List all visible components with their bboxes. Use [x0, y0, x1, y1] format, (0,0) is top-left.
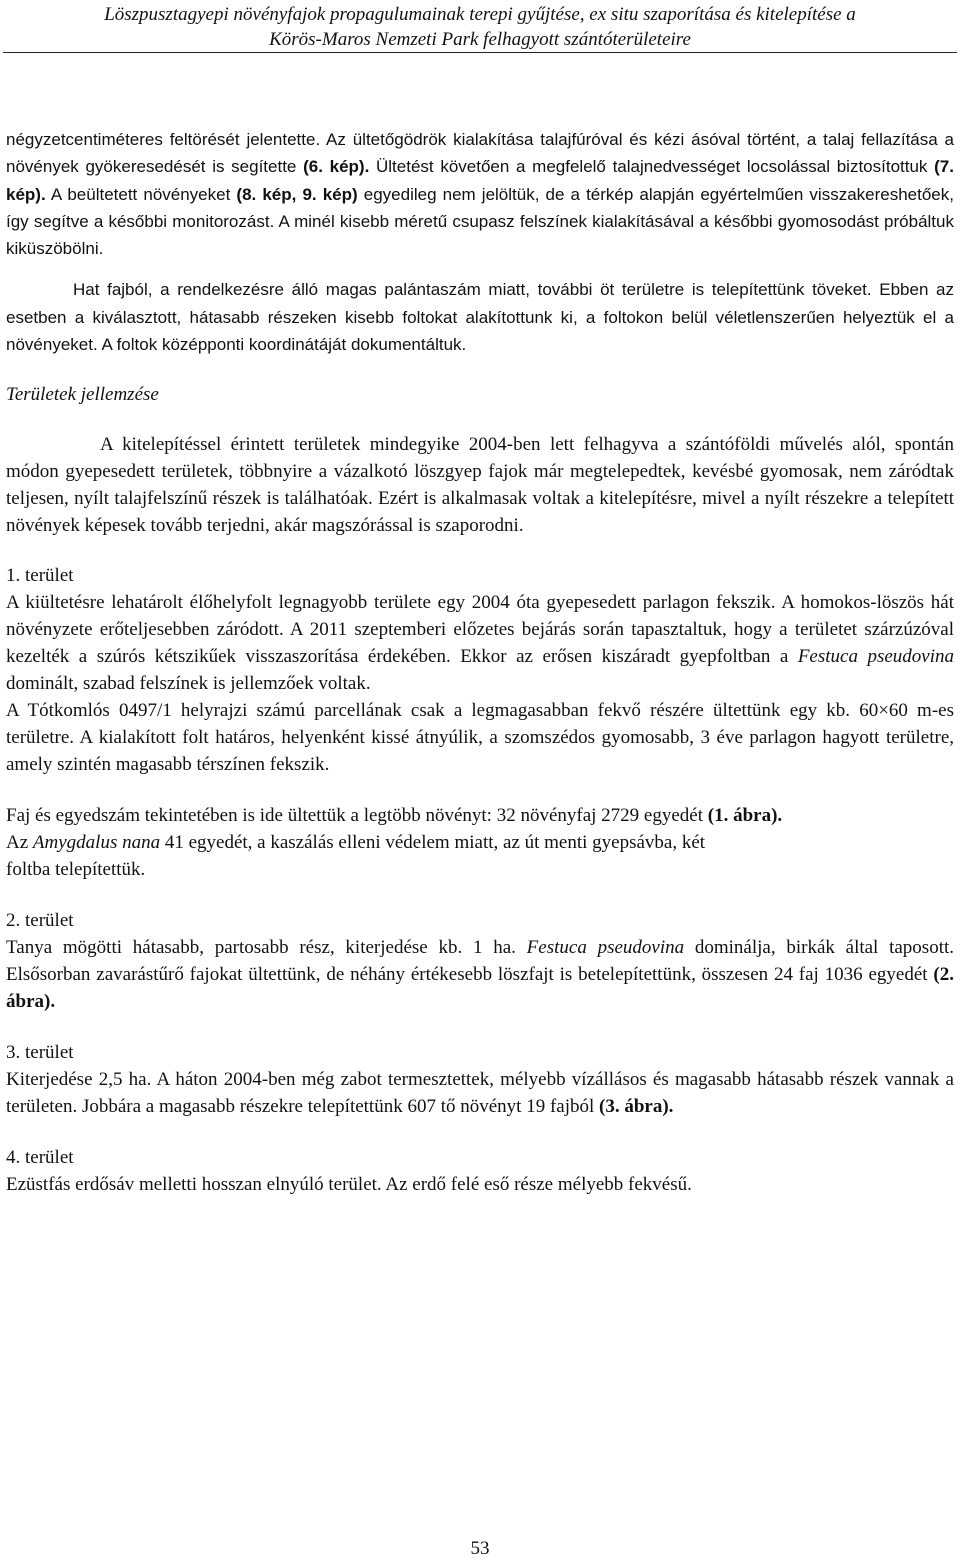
paragraph-additional-sites: Hat fajból, a rendelkezésre álló magas palántaszám miatt, további öt területre is telepítettünk töveket. Ebben az esetben a kiválasztott, hátasabb részeken kisebb foltokat alakítottunk ki, a foltokon belül véletlenszerűen helyeztük el a növényeket. A foltok középponti koordinátáját dokumentáltuk. [6, 280, 954, 355]
header-divider [3, 52, 957, 53]
paragraph-planting-method [6, 126, 954, 262]
running-header-line-2: Körös-Maros Nemzeti Park felhagyott szántóterületeire [269, 29, 691, 50]
paragraph-text: A beültetett növényeket [45, 184, 237, 204]
page-number: 53 [470, 1538, 490, 1559]
page-body [6, 126, 954, 1198]
figure-reference: (2. ábra). [6, 964, 954, 1013]
figure-reference: (1. ábra). [707, 805, 783, 827]
area-1-paragraph-1 [6, 589, 954, 697]
area-4-paragraph: Ezüstfás erdősáv melletti hosszan elnyúló terület. Az erdő felé eső része mélyebb fekvésű. [6, 1174, 692, 1196]
paragraph-text: Tanya mögötti hátasabb, partosabb rész, kiterjedése kb. 1 ha. [6, 937, 527, 959]
figure-reference: (3. ábra). [599, 1096, 674, 1118]
paragraph-text: dominálja, birkák által taposott. Elsősorban zavarástűrő fajokat ültettünk, de néhány értékesebb löszfajt is betelepítettünk, összesen 24 faj 1036 egyedét [6, 937, 954, 986]
area-3-paragraph [6, 1066, 954, 1120]
area-2-paragraph [6, 934, 954, 1015]
area-4-heading: 4. terület [6, 1147, 74, 1169]
area-1-paragraph-4 [6, 829, 954, 856]
paragraph-text: Az [6, 832, 33, 854]
area-2-heading: 2. terület [6, 910, 74, 932]
area-1-paragraph-4-end: foltba telepítettük. [6, 859, 146, 881]
paragraph-text: Ültetést követően a megfelelő talajnedvességet locsolással biztosítottuk [369, 157, 935, 177]
species-name: Festuca pseudovina [526, 937, 685, 959]
paragraph-areas-overview: A kitelepítéssel érintett területek mindegyike 2004-ben lett felhagyva a szántóföldi művelés alól, spontán módon gyepesedett területek, többnyire a vázalkotó löszgyep fajok már megtelepedtek, kevésbé gyomosak, nem záródtak teljesen, nyílt talajfelszínű részek is találhatóak. Ezért is alkalmasak voltak a kitelepítésre, mivel a nyílt részekre a telepített növények képesek tovább terjedni, akár magszórással is szaporodni. [6, 434, 954, 537]
area-3-heading: 3. terület [6, 1042, 74, 1064]
species-name: Festuca pseudovina [797, 646, 955, 668]
paragraph-text: A kiültetésre lehatárolt élőhelyfolt legnagyobb területe egy 2004 óta gyepesedett parlagon fekszik. A homokos-löszös hát növényzete erőteljesebben záródott. A 2011 szeptemberi előzetes bejárás során tapasztaltuk, hogy a területet szárzúzóval kezelték a szúrós kétszikűek visszaszorítása érdekében. Ekkor az erősen kiszáradt gyepfoltban a [6, 592, 954, 668]
paragraph-text: 41 egyedét, a kaszálás elleni védelem miatt, az út menti gyepsávba, két [160, 832, 706, 854]
figure-reference: (6. kép). [303, 157, 370, 177]
area-1-paragraph-2: A Tótkomlós 0497/1 helyrajzi számú parcellának csak a legmagasabban fekvő részére ültettünk egy kb. 60×60 m-es területre. A kialakított folt határos, helyenként kissé átnyúlik, a szomszédos gyomosabb, 3 éve parlagon hagyott területre, amely szintén magasabb térszínen fekszik. [6, 700, 954, 776]
paragraph-text: dominált, szabad felszínek is jellemzőek voltak. [6, 673, 371, 695]
running-header [0, 2, 960, 52]
area-1-heading: 1. terület [6, 565, 74, 587]
paragraph-text: Faj és egyedszám tekintetében is ide ültettük a legtöbb növényt: 32 növényfaj 2729 egyedét [6, 805, 708, 827]
paragraph-text: négyzetcentiméteres feltörését jelentette. Az ültetőgödrök kialakítása talajfúróval és kézi ásóval történt, a talaj fellazítása a növények gyökeresedését is segítette [6, 130, 954, 177]
figure-reference: (7. kép). [6, 157, 954, 204]
paragraph-text: Kiterjedése 2,5 ha. A háton 2004-ben még zabot termesztettek, mélyebb vízállásos és magasabb hátasabb részek vannak a területen. Jobbára a magasabb részekre telepítettünk 607 tő növényt 19 fajból [6, 1069, 954, 1118]
figure-reference: (8. kép, 9. kép) [236, 184, 358, 204]
paragraph-text: egyedileg nem jelöltük, de a térkép alapján egyértelműen visszakereshetőek, így segítve a későbbi monitorozást. A minél kisebb méretű csupasz felszínek kialakításával a későbbi gyomosodást próbáltuk kiküszöbölni. [6, 184, 954, 259]
running-header-line-1: Löszpusztagyepi növényfajok propagulumainak terepi gyűjtése, ex situ szaporítása és kitelepítése a [104, 4, 856, 25]
area-1-paragraph-3 [6, 802, 954, 829]
species-name: Amygdalus nana [32, 832, 161, 854]
section-heading: Területek jellemzése [6, 384, 159, 406]
